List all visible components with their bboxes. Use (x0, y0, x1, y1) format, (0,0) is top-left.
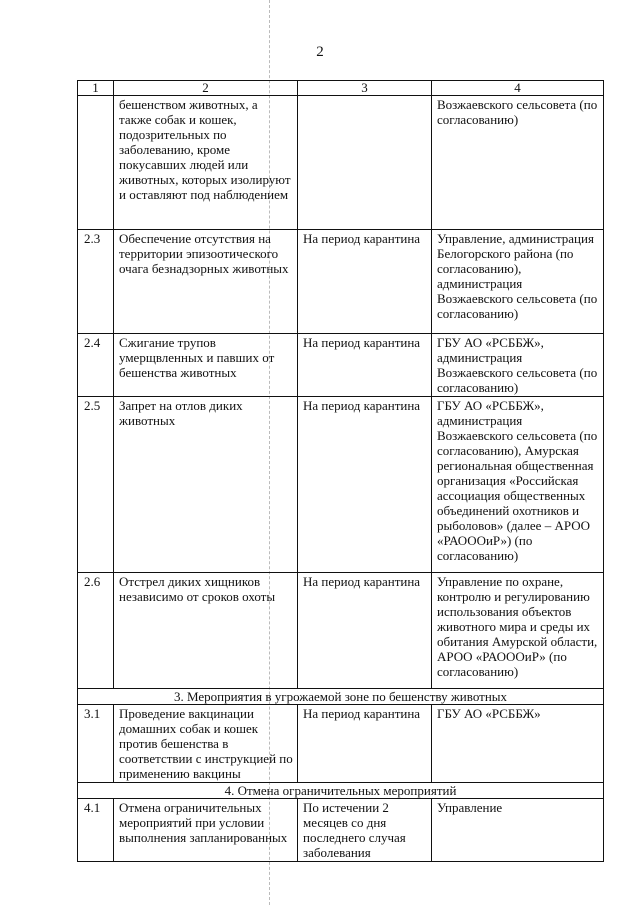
row-number: 3.1 (78, 705, 114, 783)
table-row (78, 799, 604, 862)
header-col-3: 3 (298, 81, 432, 96)
row-number: 4.1 (78, 799, 114, 862)
measures-table (77, 80, 604, 862)
section-3-title: 3. Мероприятия в угрожаемой зоне по бешенству животных (78, 689, 604, 705)
section-heading (78, 783, 604, 799)
row-responsible: ГБУ АО «РСББЖ», администрация Возжаевского сельсовета (по согласованию) (432, 334, 604, 397)
row-action: Отмена ограничительных мероприятий при условии выполнения запланированных (114, 799, 298, 862)
row-action: бешенством животных, а также собак и кошек, подозрительных по заболеванию, кроме покусавших людей или животных, которых изолируют и оставляют под наблюдением (114, 96, 298, 230)
row-action: Запрет на отлов диких животных (114, 397, 298, 573)
row-responsible: ГБУ АО «РСББЖ», администрация Возжаевского сельсовета (по согласованию), Амурская региональная общественная организация «Российская ассоциация общественных объединений охотников и рыболовов» (далее – АРОО «РАОООиР») (по согласованию) (432, 397, 604, 573)
row-number: 2.4 (78, 334, 114, 397)
table-row (78, 334, 604, 397)
row-responsible: Управление, администрация Белогорского района (по согласованию), администрация Возжаевского сельсовета (по согласованию) (432, 230, 604, 334)
row-number: 2.6 (78, 573, 114, 689)
header-col-2: 2 (114, 81, 298, 96)
section-heading (78, 689, 604, 705)
row-responsible: ГБУ АО «РСББЖ» (432, 705, 604, 783)
header-col-4: 4 (432, 81, 604, 96)
table-row (78, 96, 604, 230)
row-term: На период карантина (298, 573, 432, 689)
header-col-1: 1 (78, 81, 114, 96)
table-row (78, 705, 604, 783)
row-term: На период карантина (298, 230, 432, 334)
row-number (78, 96, 114, 230)
row-term: На период карантина (298, 334, 432, 397)
row-term: На период карантина (298, 397, 432, 573)
row-responsible: Управление по охране, контролю и регулированию использования объектов животного мира и среды их обитания Амурской области, АРОО «РАОООиР» (по согласованию) (432, 573, 604, 689)
table-row (78, 230, 604, 334)
row-action: Сжигание трупов умерщвленных и павших от бешенства животных (114, 334, 298, 397)
header-row (78, 81, 604, 96)
row-action: Проведение вакцинации домашних собак и кошек против бешенства в соответствии с инструкцией по применению вакцины (114, 705, 298, 783)
row-action: Отстрел диких хищников независимо от сроков охоты (114, 573, 298, 689)
row-term: По истечении 2 месяцев со дня последнего случая заболевания (298, 799, 432, 862)
table-row (78, 397, 604, 573)
row-responsible: Возжаевского сельсовета (по согласованию) (432, 96, 604, 230)
row-term: На период карантина (298, 705, 432, 783)
row-number: 2.5 (78, 397, 114, 573)
table-row (78, 573, 604, 689)
row-action: Обеспечение отсутствия на территории эпизоотического очага безнадзорных животных (114, 230, 298, 334)
row-responsible: Управление (432, 799, 604, 862)
page-number: 2 (316, 44, 324, 60)
row-term (298, 96, 432, 230)
row-number: 2.3 (78, 230, 114, 334)
section-4-title: 4. Отмена ограничительных мероприятий (78, 783, 604, 799)
